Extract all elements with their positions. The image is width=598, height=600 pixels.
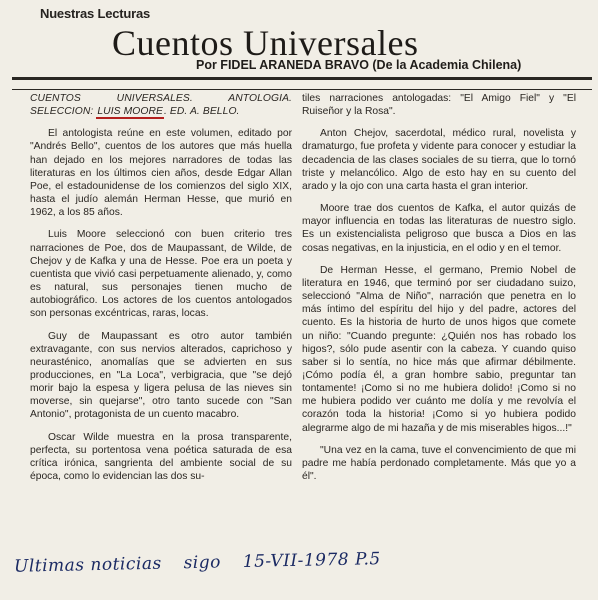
paragraph: Moore trae dos cuentos de Kafka, el autor quizás de mayor influencia en todas las literaturas de nuestro siglo. Es un existencialista peligroso que busca a Dios en las cosas negativas, en la injusticia, en el odio y en el temor. [302, 203, 576, 254]
book-editor-name: LUIS MOORE [97, 106, 163, 118]
handwritten-sigo: sigo [183, 552, 222, 574]
article-title: Cuentos Universales [112, 23, 419, 63]
paragraph: El antologista reúne en este volumen, editado por "Andrés Bello", cuentos de los autores que más huella han dejado en los mejores narradores de todas las literaturas en los últimos cien años, desde Edgar Allan Poe, el estadounidense de los comienzos del siglo XIX, hasta el judío alemán Herman Hesse, que murió en 1962, a los 85 años. [30, 128, 292, 219]
paragraph: Oscar Wilde muestra en la prosa transparente, perfecta, su portentosa vena poética saturada de esa crítica irónica, sangrienta del ambiente social de su época, como lo evidencian las dos su- [30, 431, 292, 483]
article-byline: Por FIDEL ARANEDA BRAVO (De la Academia Chilena) [196, 58, 522, 72]
handwritten-date: 15-VII-1978 P.5 [242, 549, 381, 572]
header-rule [12, 77, 592, 90]
book-reference-text: CUENTOS UNIVERSALES. ANTOLOGIA. SELECCION: [30, 93, 292, 118]
book-publisher: . ED. A. BELLO. [164, 106, 240, 118]
paragraph: Guy de Maupassant es otro autor también extravagante, con sus nervios alterados, caprichoso y neurasténico, anomalías que se advierten en sus producciones, en "La Loca", verbigracia, que "se dejó morir bajo la espesa y ligera pelusa de las nieves sin moverse, sin quejarse", otro tanto sucede con "San Antonio", protagonista de un cuento macabro. [30, 330, 292, 421]
paragraph: tiles narraciones antologadas: "El Amigo Fiel" y "El Ruiseñor y la Rosa". [302, 93, 576, 118]
handwritten-source: Ultimas noticias [13, 553, 162, 577]
handwritten-annotation [13, 549, 381, 577]
book-reference [30, 92, 292, 118]
paragraph: Luis Moore seleccionó con buen criterio tres narraciones de Poe, dos de Maupassant, de Wilde, de Chejov y de Kafka y una de Hesse. Poe era un poeta y cuentista que vivió casi perpetuamente alienado, y, como es natural, sus personajes tienen mucho de autobiográfico. Los actores de los cuentos antologados son personas excéntricas, raras, locas. [30, 229, 292, 320]
right-column [302, 92, 576, 492]
paragraph: Anton Chejov, sacerdotal, médico rural, novelista y dramaturgo, fue profeta y vidente para conocer y estudiar la decadencia de las clases sociales de su tierra, que lo tornó triste y melancólico. Algo de esto hay en su cuento del arado y la ojo con una carta hasta el gran interior. [302, 128, 576, 192]
left-column [30, 92, 292, 492]
paragraph: De Herman Hesse, el germano, Premio Nobel de literatura en 1946, que terminó por ser ciudadano suizo, seleccionó "Alma de Niño", narración que penetra en lo más íntimo del espíritu del hijo y del padre, actores del cuento. Es la historia de hurto de unos higos que comete un niño: "Cuando pregunte: ¿Quién nos has robado los higos?, sólo pude asentir con la cabeza. Y cuando quiso saber si lo sentía, no hice más que afirmar débilmente. ¡Cómo podía él, a gran hombre sabio, preguntar tan tontamente! ¡Como si no me hubiera dolido! ¡Como si no me hubiera podido ver cuánto me dolía y me revolvía el corazón toda la historia! ¡Como si yo hubiera podido alegrarme algo de mi hazaña y de mis miserables higos...!" [302, 264, 576, 434]
paragraph: "Una vez en la cama, tuve el convencimiento de que mi padre me había perdonado completamente. Más que yo a él". [302, 444, 576, 483]
section-label: Nuestras Lecturas [40, 6, 151, 21]
